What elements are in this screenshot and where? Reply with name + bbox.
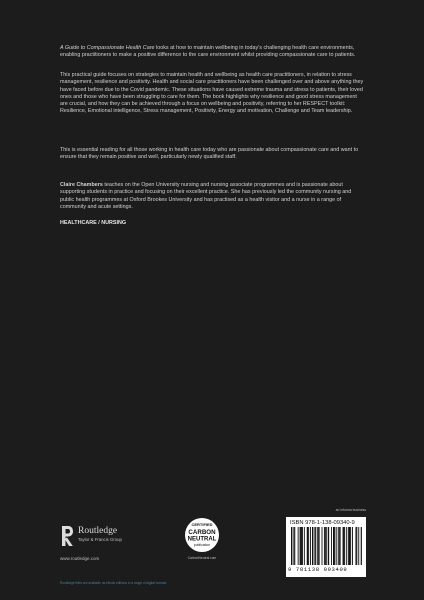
book-title-italic: A Guide to Compassionate Health Care bbox=[60, 45, 155, 51]
carbon-word-text: CARBON bbox=[188, 529, 216, 536]
author-name: Claire Chambers bbox=[60, 182, 103, 188]
barcode-digits: 9 781138 093409 bbox=[288, 566, 348, 573]
blurb-p3-text: This is essential reading for all those working in health care today who are passionate about compassionate care and want to ensure that they remain positive and well, particularly newly qualified staff. bbox=[60, 147, 359, 161]
publisher-name: Routledge bbox=[78, 526, 118, 536]
blurb-p2-text: This practical guide focuses on strategies to maintain health and wellbeing as health care practitioners, in relation to stress management, resilience and positivity. Health and social care practitioners have been challenged over and above anything they have faced before due to the Covid pandemic. These situations have caused extreme trauma and stress to patients, their loved ones and those who have been struggling to care for them. The book highlights why resilience and good stress management are crucial, and how they can be achieved through a focus on wellbeing and positivity, referring to her RESPECT toolkit: Resilience, Emotional intelligence, Stress management, Positivity, Energy and motivation, Challenge and Team leadership. bbox=[60, 72, 364, 115]
publisher-group: Taylor & Francis Group bbox=[78, 537, 122, 542]
author-bio bbox=[60, 182, 366, 211]
subject-category: HEALTHCARE / NURSING bbox=[60, 220, 127, 226]
informa-business-label: an informa business bbox=[335, 508, 366, 512]
routledge-mark-icon bbox=[60, 525, 74, 547]
blurb-paragraph-3 bbox=[60, 147, 366, 162]
blurb-p1-text: looks at how to maintain wellbeing in today’s challenging health care environments, enabling practitioners to make a positive difference to the care environment whilst providing compassionate care to patients. bbox=[60, 45, 356, 59]
isbn-barcode bbox=[286, 517, 366, 577]
carbon-neutral-badge-icon bbox=[184, 517, 220, 553]
carbon-neutral-text: NEUTRAL bbox=[187, 536, 217, 543]
carbon-publication-text: publication bbox=[193, 543, 211, 547]
ebook-note: Routledge titles are available as eBook editions in a range of digital formats bbox=[60, 581, 167, 585]
barcode-bars-icon bbox=[290, 527, 362, 567]
blurb-paragraph-2 bbox=[60, 72, 366, 116]
carbon-certified-text: CERTIFIED bbox=[191, 522, 213, 527]
carbon-neutral-url: CarbonNeutral.com bbox=[187, 556, 217, 560]
blurb-paragraph-1 bbox=[60, 45, 366, 60]
routledge-logo bbox=[60, 524, 140, 556]
publisher-website: www.routledge.com bbox=[60, 556, 100, 561]
isbn-number: ISBN 978-1-138-09340-9 bbox=[290, 520, 355, 526]
author-bio-text: teaches on the Open University nursing and nursing associate programmes and is passionate about supporting students in practice and focusing on their excellent practice. She has previously led the community nursing and public health programmes at Oxford Brookes University and has practised as a health visitor and a nurse in a range of community and acute settings. bbox=[60, 182, 352, 210]
